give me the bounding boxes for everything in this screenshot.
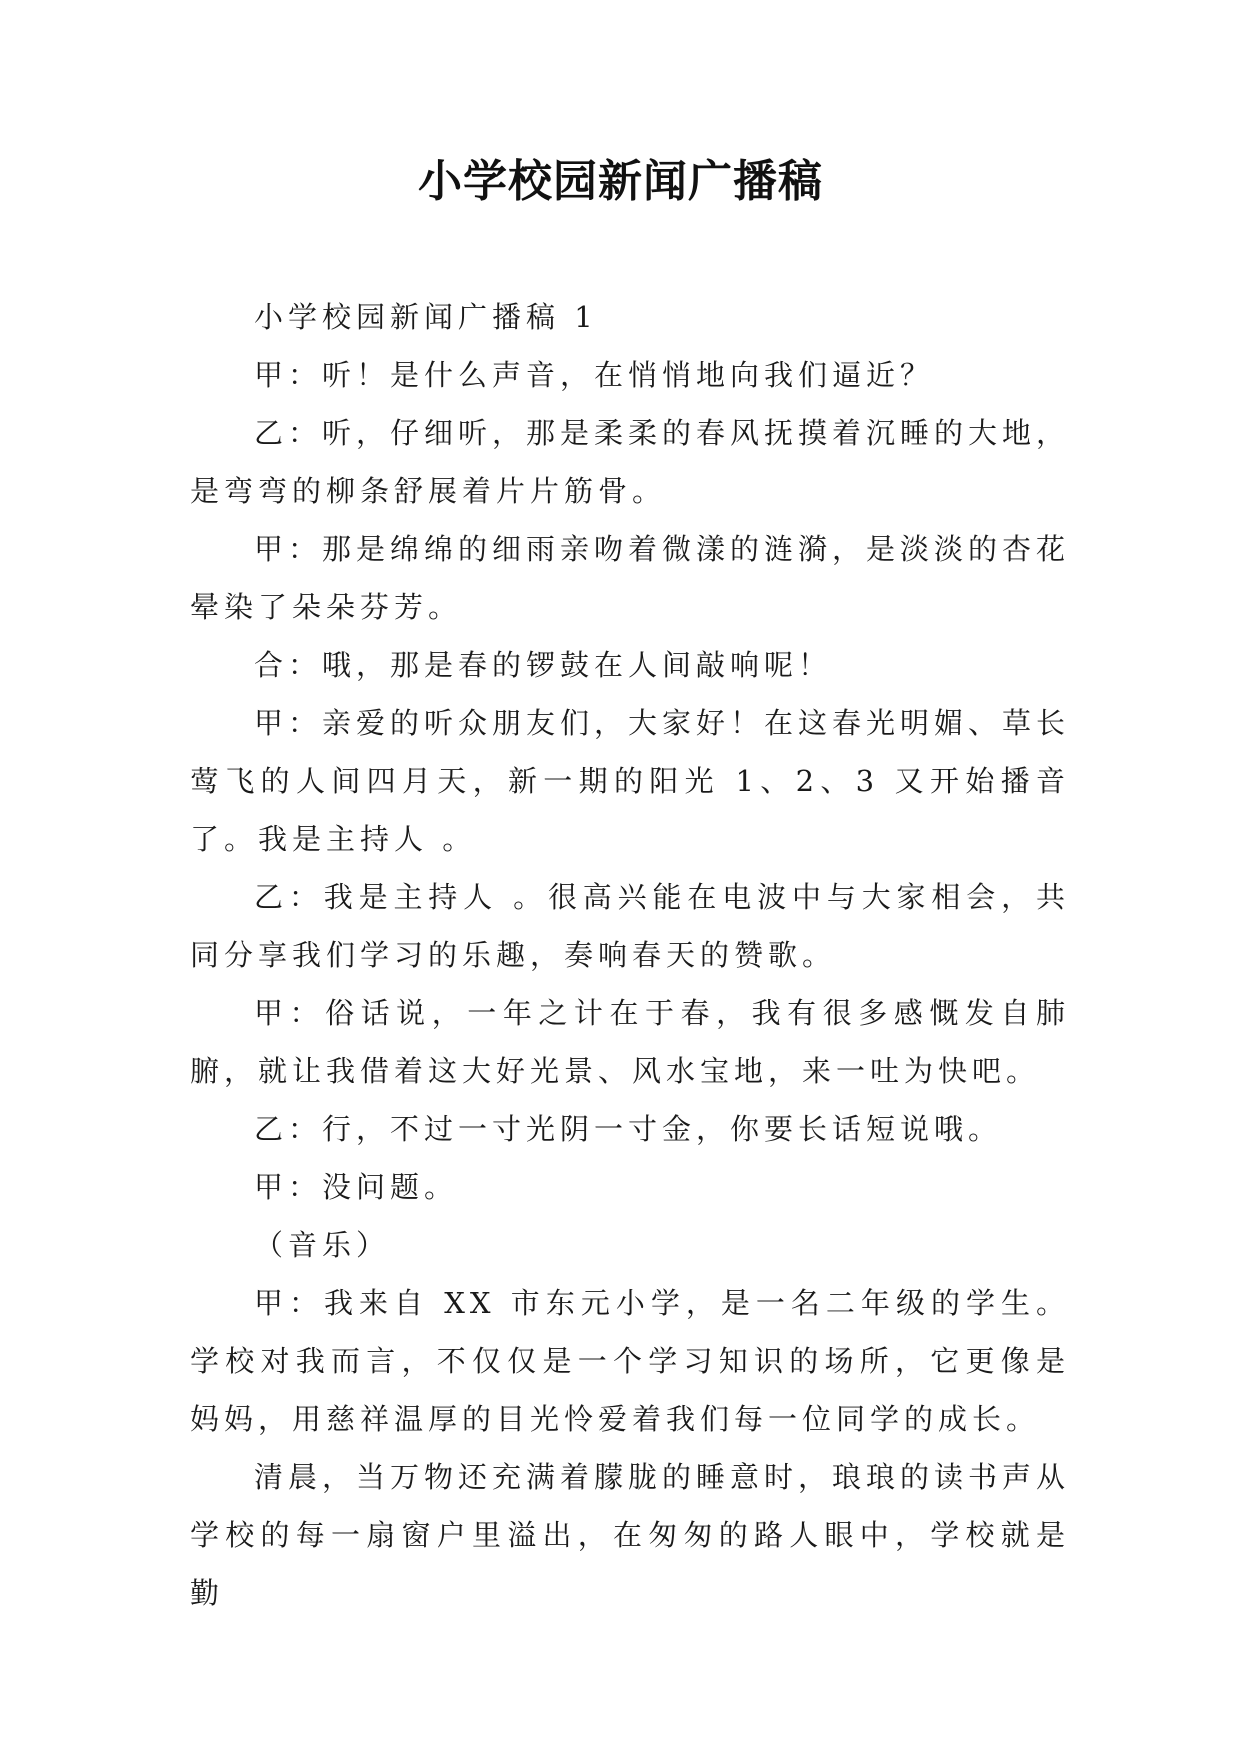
paragraph: 乙：行，不过一寸光阴一寸金，你要长话短说哦。 bbox=[254, 1112, 1003, 1146]
paragraph: 甲：亲爱的听众朋友们，大家好！在这春光明媚、草长莺飞的人间四月天，新一期的阳光 1、2、3 又开始播音了。我是主持人 。 bbox=[190, 706, 1071, 856]
paragraph: 甲：没问题。 bbox=[254, 1170, 459, 1204]
stage-direction: （音乐） bbox=[254, 1228, 391, 1262]
document-body bbox=[190, 288, 1070, 1622]
paragraph: 合：哦，那是春的锣鼓在人间敲响呢！ bbox=[254, 648, 833, 682]
paragraph: 甲：那是绵绵的细雨亲吻着微漾的涟漪，是淡淡的杏花晕染了朵朵芬芳。 bbox=[190, 532, 1071, 624]
paragraph: 甲：俗话说，一年之计在于春，我有很多感慨发自肺腑，就让我借着这大好光景、风水宝地，来一吐为快吧。 bbox=[190, 996, 1070, 1088]
paragraph: 甲：我来自 XX 市东元小学，是一名二年级的学生。学校对我而言，不仅仅是一个学习知识的场所，它更像是妈妈，用慈祥温厚的目光怜爱着我们每一位同学的成长。 bbox=[190, 1286, 1070, 1436]
document-title: 小学校园新闻广播稿 bbox=[418, 156, 823, 207]
paragraph: 甲：听！是什么声音，在悄悄地向我们逼近？ bbox=[254, 358, 935, 392]
paragraph: 乙：我是主持人 。很高兴能在电波中与大家相会，共同分享我们学习的乐趣，奏响春天的赞歌。 bbox=[190, 880, 1070, 972]
paragraph: 清晨，当万物还充满着朦胧的睡意时，琅琅的读书声从学校的每一扇窗户里溢出，在匆匆的路人眼中，学校就是勤 bbox=[190, 1460, 1071, 1610]
paragraph-heading: 小学校园新闻广播稿 1 bbox=[254, 300, 598, 334]
paragraph: 乙：听，仔细听，那是柔柔的春风抚摸着沉睡的大地，是弯弯的柳条舒展着片片筋骨。 bbox=[190, 416, 1071, 508]
